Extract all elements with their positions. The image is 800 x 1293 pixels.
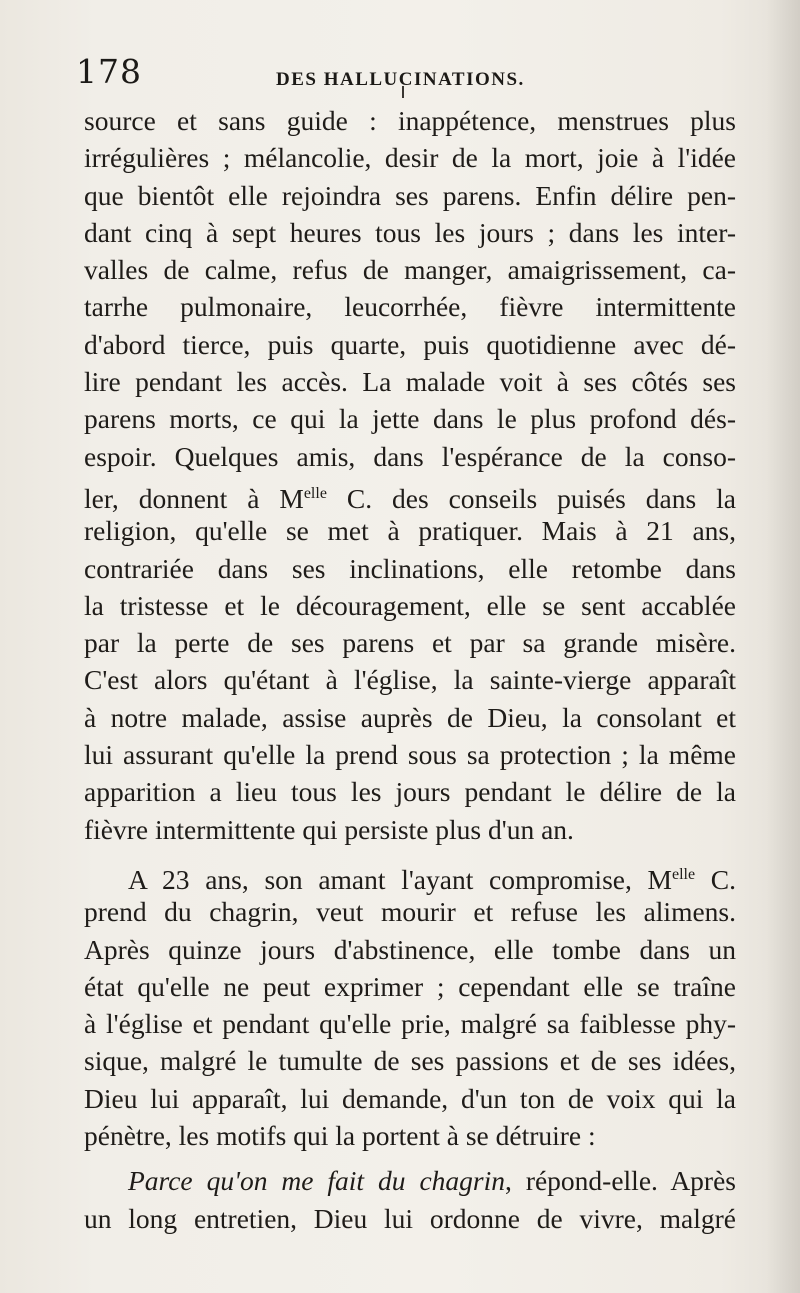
- text-line: Dieu lui apparaît, lui demande, d'un ton de voix qui la: [84, 1082, 736, 1114]
- text-line: la tristesse et le découragement, elle se sent accablée: [84, 589, 736, 621]
- paragraph-3: [84, 1162, 736, 1237]
- text-line: sique, malgré le tumulte de ses passions et de ses idées,: [84, 1045, 736, 1077]
- body-text: [84, 102, 736, 1237]
- running-title: DES HALLUCINATIONS.: [276, 69, 525, 90]
- text-line: C'est alors qu'étant à l'église, la sainte-vierge apparaît: [84, 664, 736, 696]
- text-line: contrariée dans ses inclinations, elle retombe dans: [84, 552, 736, 584]
- paragraph-gap: [84, 848, 736, 856]
- text-line: prend du chagrin, veut mourir et refuse les alimens.: [84, 896, 736, 928]
- text-line: d'abord tierce, puis quarte, puis quotidienne avec dé-: [84, 328, 736, 360]
- text-segment: C.: [695, 863, 736, 895]
- text-line: parens morts, ce qui la jette dans le plus profond dés-: [84, 403, 736, 435]
- text-segment: , répond-elle. Après: [505, 1165, 736, 1197]
- paragraph-2: [84, 856, 736, 1154]
- italic-quote: Parce qu'on me fait du chagrin: [128, 1165, 505, 1197]
- text-line: valles de calme, refus de manger, amaigrissement, ca-: [84, 254, 736, 286]
- text-line: [84, 1162, 736, 1199]
- page-edge-shadow: [766, 0, 800, 1293]
- text-line: pénètre, les motifs qui la portent à se détruire :: [84, 1120, 596, 1152]
- text-line: source et sans guide : inappétence, menstrues plus: [84, 105, 736, 136]
- text-line: dant cinq à sept heures tous les jours ; dans les inter-: [84, 216, 736, 248]
- text-line: à l'église et pendant qu'elle prie, malgré sa faiblesse phy-: [84, 1008, 736, 1040]
- paragraph-gap: [84, 1154, 736, 1162]
- text-line: tarrhe pulmonaire, leucorrhée, fièvre intermittente: [84, 291, 736, 323]
- superscript: elle: [672, 865, 696, 883]
- text-line: [84, 856, 736, 893]
- text-line: que bientôt elle rejoindra ses parens. Enfin délire pen-: [84, 179, 736, 211]
- paragraph-1: [84, 102, 736, 848]
- text-segment: C. des conseils puisés dans la: [326, 482, 736, 514]
- text-segment: ler, donnent à M: [84, 482, 304, 514]
- text-line: à notre malade, assise auprès de Dieu, la consolant et: [84, 701, 736, 733]
- text-line: religion, qu'elle se met à pratiquer. Mais à 21 ans,: [84, 515, 736, 547]
- text-line: espoir. Quelques amis, dans l'espérance de la conso-: [84, 440, 736, 472]
- page-number: 178: [76, 52, 142, 91]
- text-segment: A 23 ans, son amant l'ayant compromise, M: [128, 863, 672, 895]
- text-line: lui assurant qu'elle la prend sous sa protection ; la même: [84, 739, 736, 771]
- text-line: Après quinze jours d'abstinence, elle tombe dans un: [84, 933, 736, 965]
- text-line: par la perte de ses parens et par sa grande misère.: [84, 627, 736, 659]
- text-line: apparition a lieu tous les jours pendant le délire de la: [84, 776, 736, 808]
- superscript: elle: [303, 484, 327, 502]
- text-line: fièvre intermittente qui persiste plus d'un an.: [84, 813, 574, 845]
- text-line: lire pendant les accès. La malade voit à ses côtés ses: [84, 366, 736, 398]
- text-line: irrégulières ; mélancolie, desir de la mort, joie à l'idée: [84, 142, 736, 174]
- text-line: [84, 475, 736, 512]
- text-line: un long entretien, Dieu lui ordonne de vivre, malgré: [84, 1202, 736, 1234]
- page-header: [76, 52, 736, 96]
- text-line: état qu'elle ne peut exprimer ; cependant elle se traîne: [84, 970, 736, 1002]
